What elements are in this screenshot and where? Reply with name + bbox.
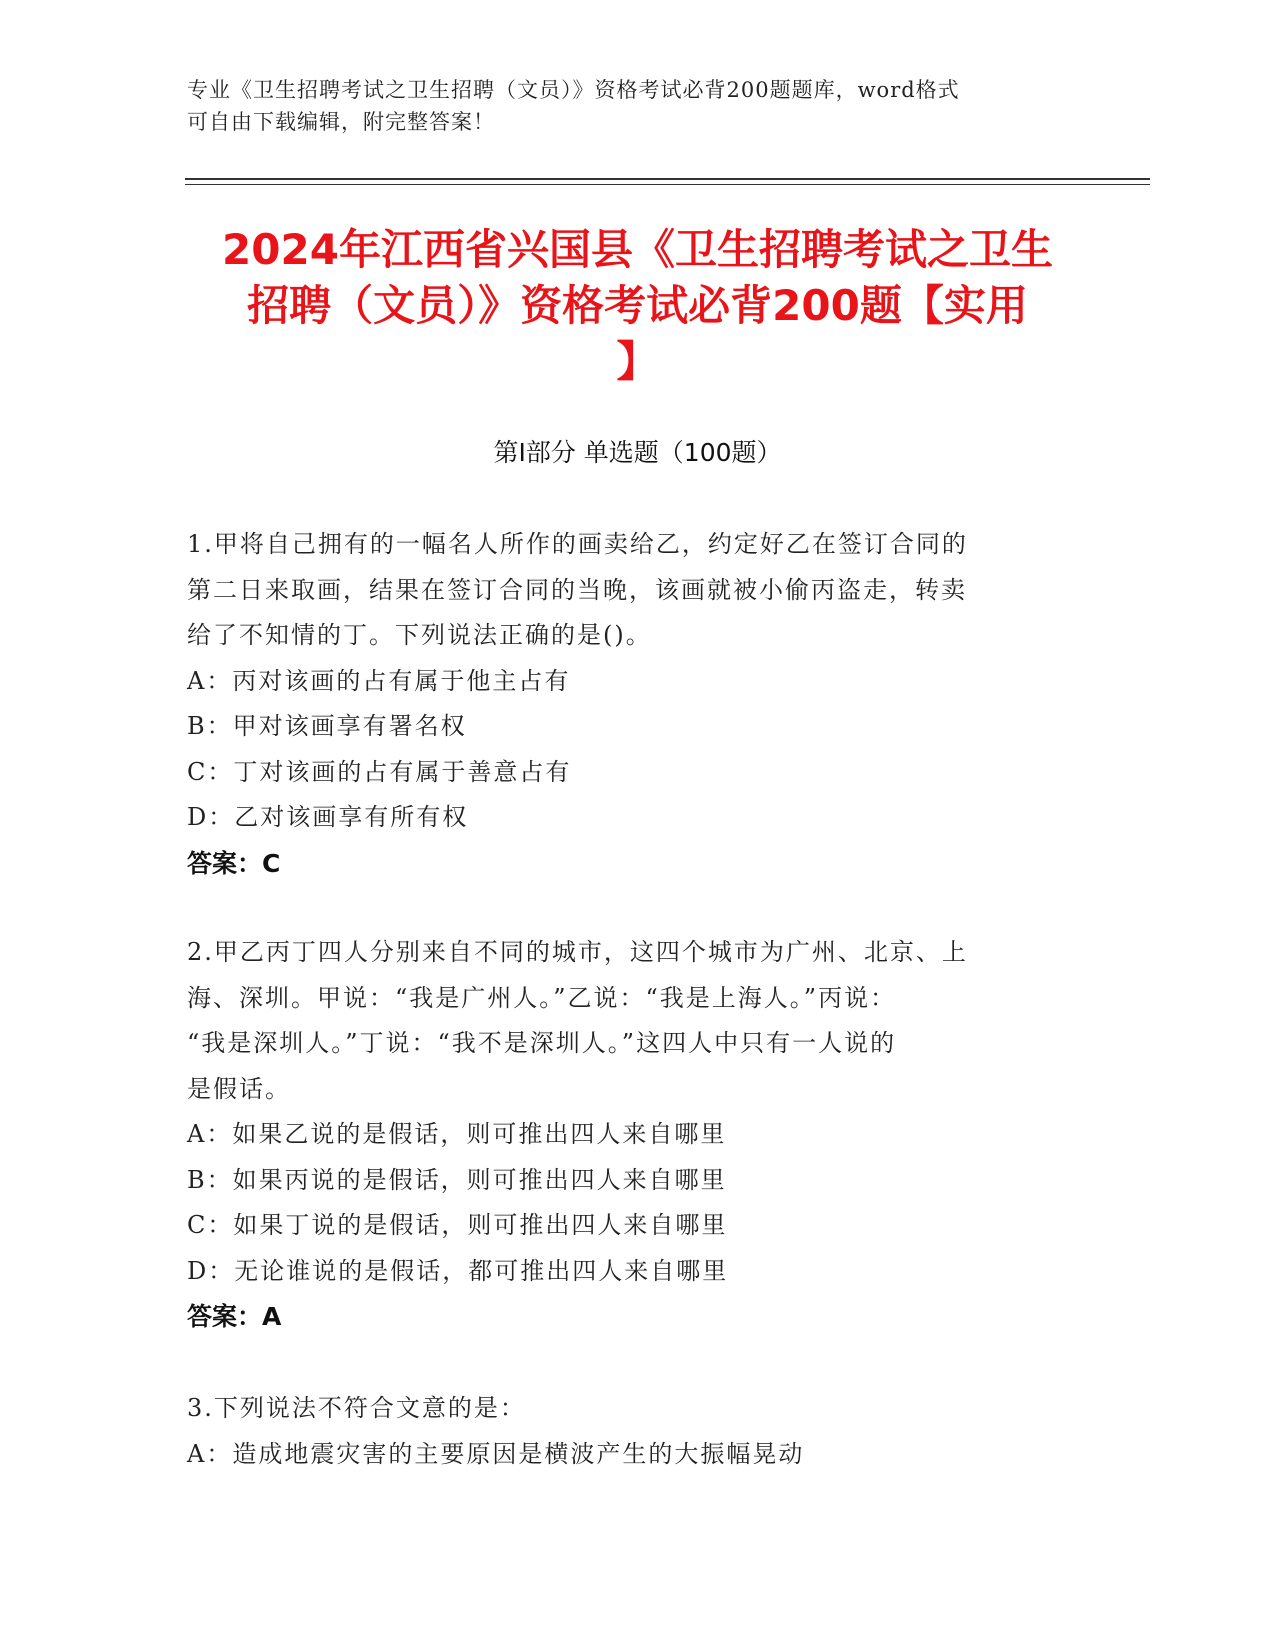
question-stem-line: 3.下列说法不符合文意的是： bbox=[187, 1394, 526, 1422]
header-note-line: 可自由下载编辑，附完整答案！ bbox=[187, 110, 495, 134]
option-d: D：无论谁说的是假话，都可推出四人来自哪里 bbox=[187, 1256, 729, 1285]
question-stem-line: 给了不知情的丁。下列说法正确的是()。 bbox=[187, 621, 652, 649]
question-stem-line: 海、深圳。甲说：“我是广州人。”乙说：“我是上海人。”丙说： bbox=[187, 983, 897, 1012]
section-title: 第Ⅰ部分 单选题（100题） bbox=[493, 438, 782, 467]
option-a: A：如果乙说的是假话，则可推出四人来自哪里 bbox=[187, 1120, 727, 1148]
question-stem-line: 2.甲乙丙丁四人分别来自不同的城市，这四个城市为广州、北京、上 bbox=[187, 938, 968, 966]
question-3 bbox=[187, 1386, 1067, 1477]
header-note-line: 专业《卫生招聘考试之卫生招聘（文员）》资格考试必背200题题库，word格式 bbox=[187, 78, 960, 102]
option-d: D：乙对该画享有所有权 bbox=[187, 803, 469, 831]
option-a: A：丙对该画的占有属于他主占有 bbox=[187, 666, 571, 695]
question-stem-line: 第二日来取画，结果在签订合同的当晚，该画就被小偷丙盗走，转卖 bbox=[187, 575, 967, 604]
option-c: C：如果丁说的是假话，则可推出四人来自哪里 bbox=[187, 1211, 728, 1239]
header-divider bbox=[185, 184, 1150, 185]
document-title bbox=[150, 222, 1125, 390]
question-stem-line: 1.甲将自己拥有的一幅名人所作的画卖给乙，约定好乙在签订合同的 bbox=[187, 530, 968, 558]
title-line: 2024年江西省兴国县《卫生招聘考试之卫生 bbox=[222, 225, 1053, 274]
question-2 bbox=[187, 930, 1067, 1340]
question-stem-line: “我是深圳人。”丁说：“我不是深圳人。”这四人中只有一人说的 bbox=[187, 1029, 897, 1057]
option-b: B：如果丙说的是假话，则可推出四人来自哪里 bbox=[187, 1165, 727, 1194]
header-note bbox=[187, 74, 1067, 138]
question-1 bbox=[187, 522, 1067, 886]
title-line: 】 bbox=[616, 337, 659, 386]
option-c: C：丁对该画的占有属于善意占有 bbox=[187, 757, 572, 786]
option-b: B：甲对该画享有署名权 bbox=[187, 712, 467, 740]
answer-line: 答案：C bbox=[187, 848, 281, 878]
option-a: A：造成地震灾害的主要原因是横波产生的大振幅晃动 bbox=[187, 1439, 805, 1468]
title-line: 招聘（文员）》资格考试必背200题【实用 bbox=[247, 281, 1028, 330]
header-divider bbox=[185, 178, 1150, 180]
question-stem-line: 是假话。 bbox=[187, 1074, 291, 1103]
answer-line: 答案：A bbox=[187, 1302, 282, 1331]
